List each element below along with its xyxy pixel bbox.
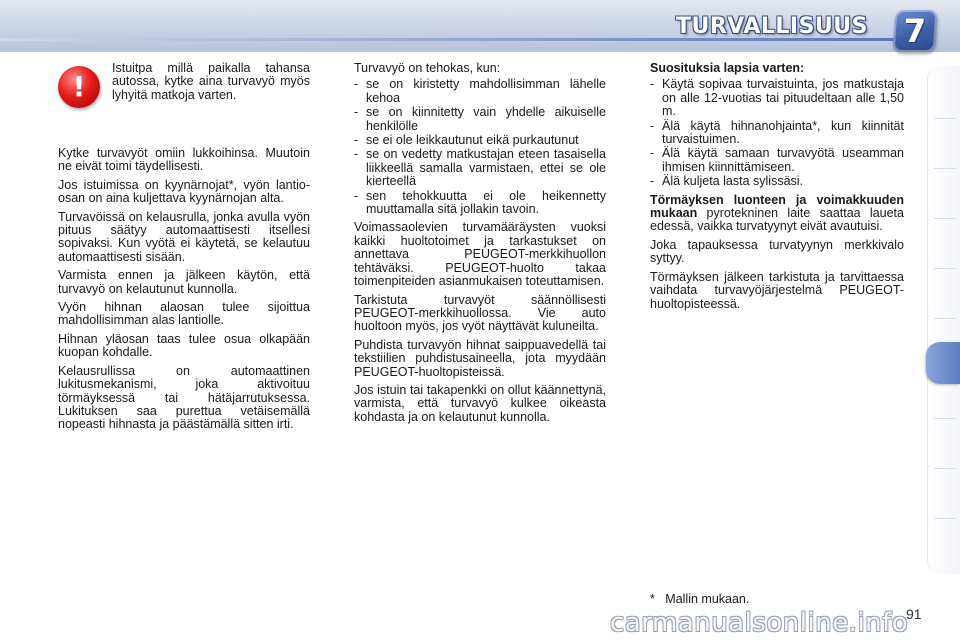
list-item: - Käytä sopivaa turvaistuinta, jos matkustaja on alle 12-vuotias tai pituudeltaan alle 1,50 m. xyxy=(650,78,904,118)
list-item: - se ei ole leikkautunut eikä purkautunut xyxy=(354,134,606,147)
tab-divider xyxy=(934,268,956,269)
paragraph: Joka tapauksessa turvatyynyn merkkivalo syttyy. xyxy=(650,237,904,266)
list-item: - Älä käytä samaan turvavyötä useamman ihmisen kiinnittämiseen. xyxy=(650,147,904,174)
chapter-number: 7 xyxy=(903,12,927,50)
chapter-tabs xyxy=(927,66,960,574)
list-item: - Älä kuljeta lasta sylissäsi. xyxy=(650,175,904,188)
section-title: TURVALLISUUS xyxy=(675,14,868,39)
conditions-list xyxy=(354,78,606,216)
paragraph: Törmäyksen jälkeen tarkistuta ja tarvittaessa vaihdata turvavyöjärjestelmä PEUGEOT-huoltopisteessä. xyxy=(650,269,904,311)
intro-text: Turvavyö on tehokas, kun: xyxy=(354,61,501,75)
paragraph: Vyön hihnan alaosan tulee sijoittua mahdollisimman alas lantiolle. xyxy=(58,300,310,328)
paragraph: Turvavöissä on kelausrulla, jonka avulla vyön pituus säätyy automaattisesti itsellesi sopivaksi. Kun vyötä ei käytetä, se kelautuu automaattisesti sisään. xyxy=(58,209,310,264)
page-number: 91 xyxy=(906,606,922,622)
column-2 xyxy=(354,62,606,429)
impact-text: pyrotekninen laite saattaa laueta edessä, vaikka turvatyynyt eivät avautuisi. xyxy=(650,206,904,234)
column-1 xyxy=(58,147,310,437)
paragraph: Jos istuin tai takapenkki on ollut käännettynä, varmista, että turvavyö kulkee oikeasta kohdasta ja on kelautunut kunnolla. xyxy=(354,382,606,424)
column-3 xyxy=(650,62,904,316)
watermark: carmanualsonline.info xyxy=(610,608,909,638)
list-item: - se on kiristetty mahdollisimman lähelle kehoa xyxy=(354,78,606,105)
paragraph: Varmista ennen ja jälkeen käytön, että turvavyö on kelautunut kunnolla. xyxy=(58,268,310,296)
paragraph: Voimassaolevien turvamääräysten vuoksi kaikki huoltotoimet ja tarkastukset on annettava PEUGEOT-merkkihuollon tehtäväksi. PEUGEOT-huolto takaa toimenpiteiden asianmukaisen toteuttamisen. xyxy=(354,220,606,289)
list-item: - Älä käytä hihnanohjainta*, kun kiinnität turvaistuimen. xyxy=(650,120,904,147)
paragraph: Puhdista turvavyön hihnat saippuavedellä tai tekstiilien puhdistusaineella, jota myydään PEUGEOT-huoltopisteissä. xyxy=(354,337,606,379)
warning-text: Istuitpa millä paikalla tahansa autossa, kytke aina turvavyö myös lyhyitä matkoja varten. xyxy=(112,61,310,102)
impact-heading: Törmäyksen luonteen ja voimakkuuden mukaan xyxy=(650,192,904,221)
paragraph: Hihnan yläosan taas tulee osua olkapään kuopan kohdalle. xyxy=(58,331,310,360)
list-item: - se on kiinnitetty vain yhdelle aikuiselle henkilölle xyxy=(354,106,606,133)
tab-divider xyxy=(934,218,956,219)
paragraph: Tarkistuta turvavyöt säännöllisesti PEUGEOT-merkkihuollossa. Vie auto huoltoon myös, jos vyöt näyttävät kuluneilta. xyxy=(354,292,606,334)
impact-paragraph xyxy=(650,194,904,234)
footnote: * Mallin mukaan. xyxy=(650,592,750,606)
tab-divider xyxy=(934,418,956,419)
children-heading: Suosituksia lapsia varten: xyxy=(650,61,805,75)
children-tips-list xyxy=(650,78,904,188)
paragraph: Jos istuimissa on kyynärnojat*, vyön lantio-osan on aina kuljettava kyynärnojan alta. xyxy=(58,177,310,206)
list-item: - sen tehokkuutta ei ole heikennetty muuttamalla sitä jollakin tavoin. xyxy=(354,190,606,217)
exclamation-warning-icon: ! xyxy=(58,66,100,108)
tab-divider xyxy=(934,518,956,519)
active-chapter-tab[interactable] xyxy=(926,342,960,384)
tab-divider xyxy=(934,168,956,169)
list-item: - se on vedetty matkustajan eteen tasaisella liikkeellä samalla varmistaen, ettei se ole kierteellä xyxy=(354,148,606,188)
paragraph: Kelausrullissa on automaattinen lukitusmekanismi, joka aktivoituu törmäyksessä tai hätäjarrutuksessa. Lukituksen saa purettua vetäisemällä nopeasti hihnasta ja päästämällä sitten irti. xyxy=(58,363,310,432)
tab-divider xyxy=(934,318,956,319)
tab-divider xyxy=(934,118,956,119)
paragraph: Kytke turvavyöt omiin lukkoihinsa. Muutoin ne eivät toimi täydellisesti. xyxy=(58,146,310,174)
tab-divider xyxy=(934,468,956,469)
